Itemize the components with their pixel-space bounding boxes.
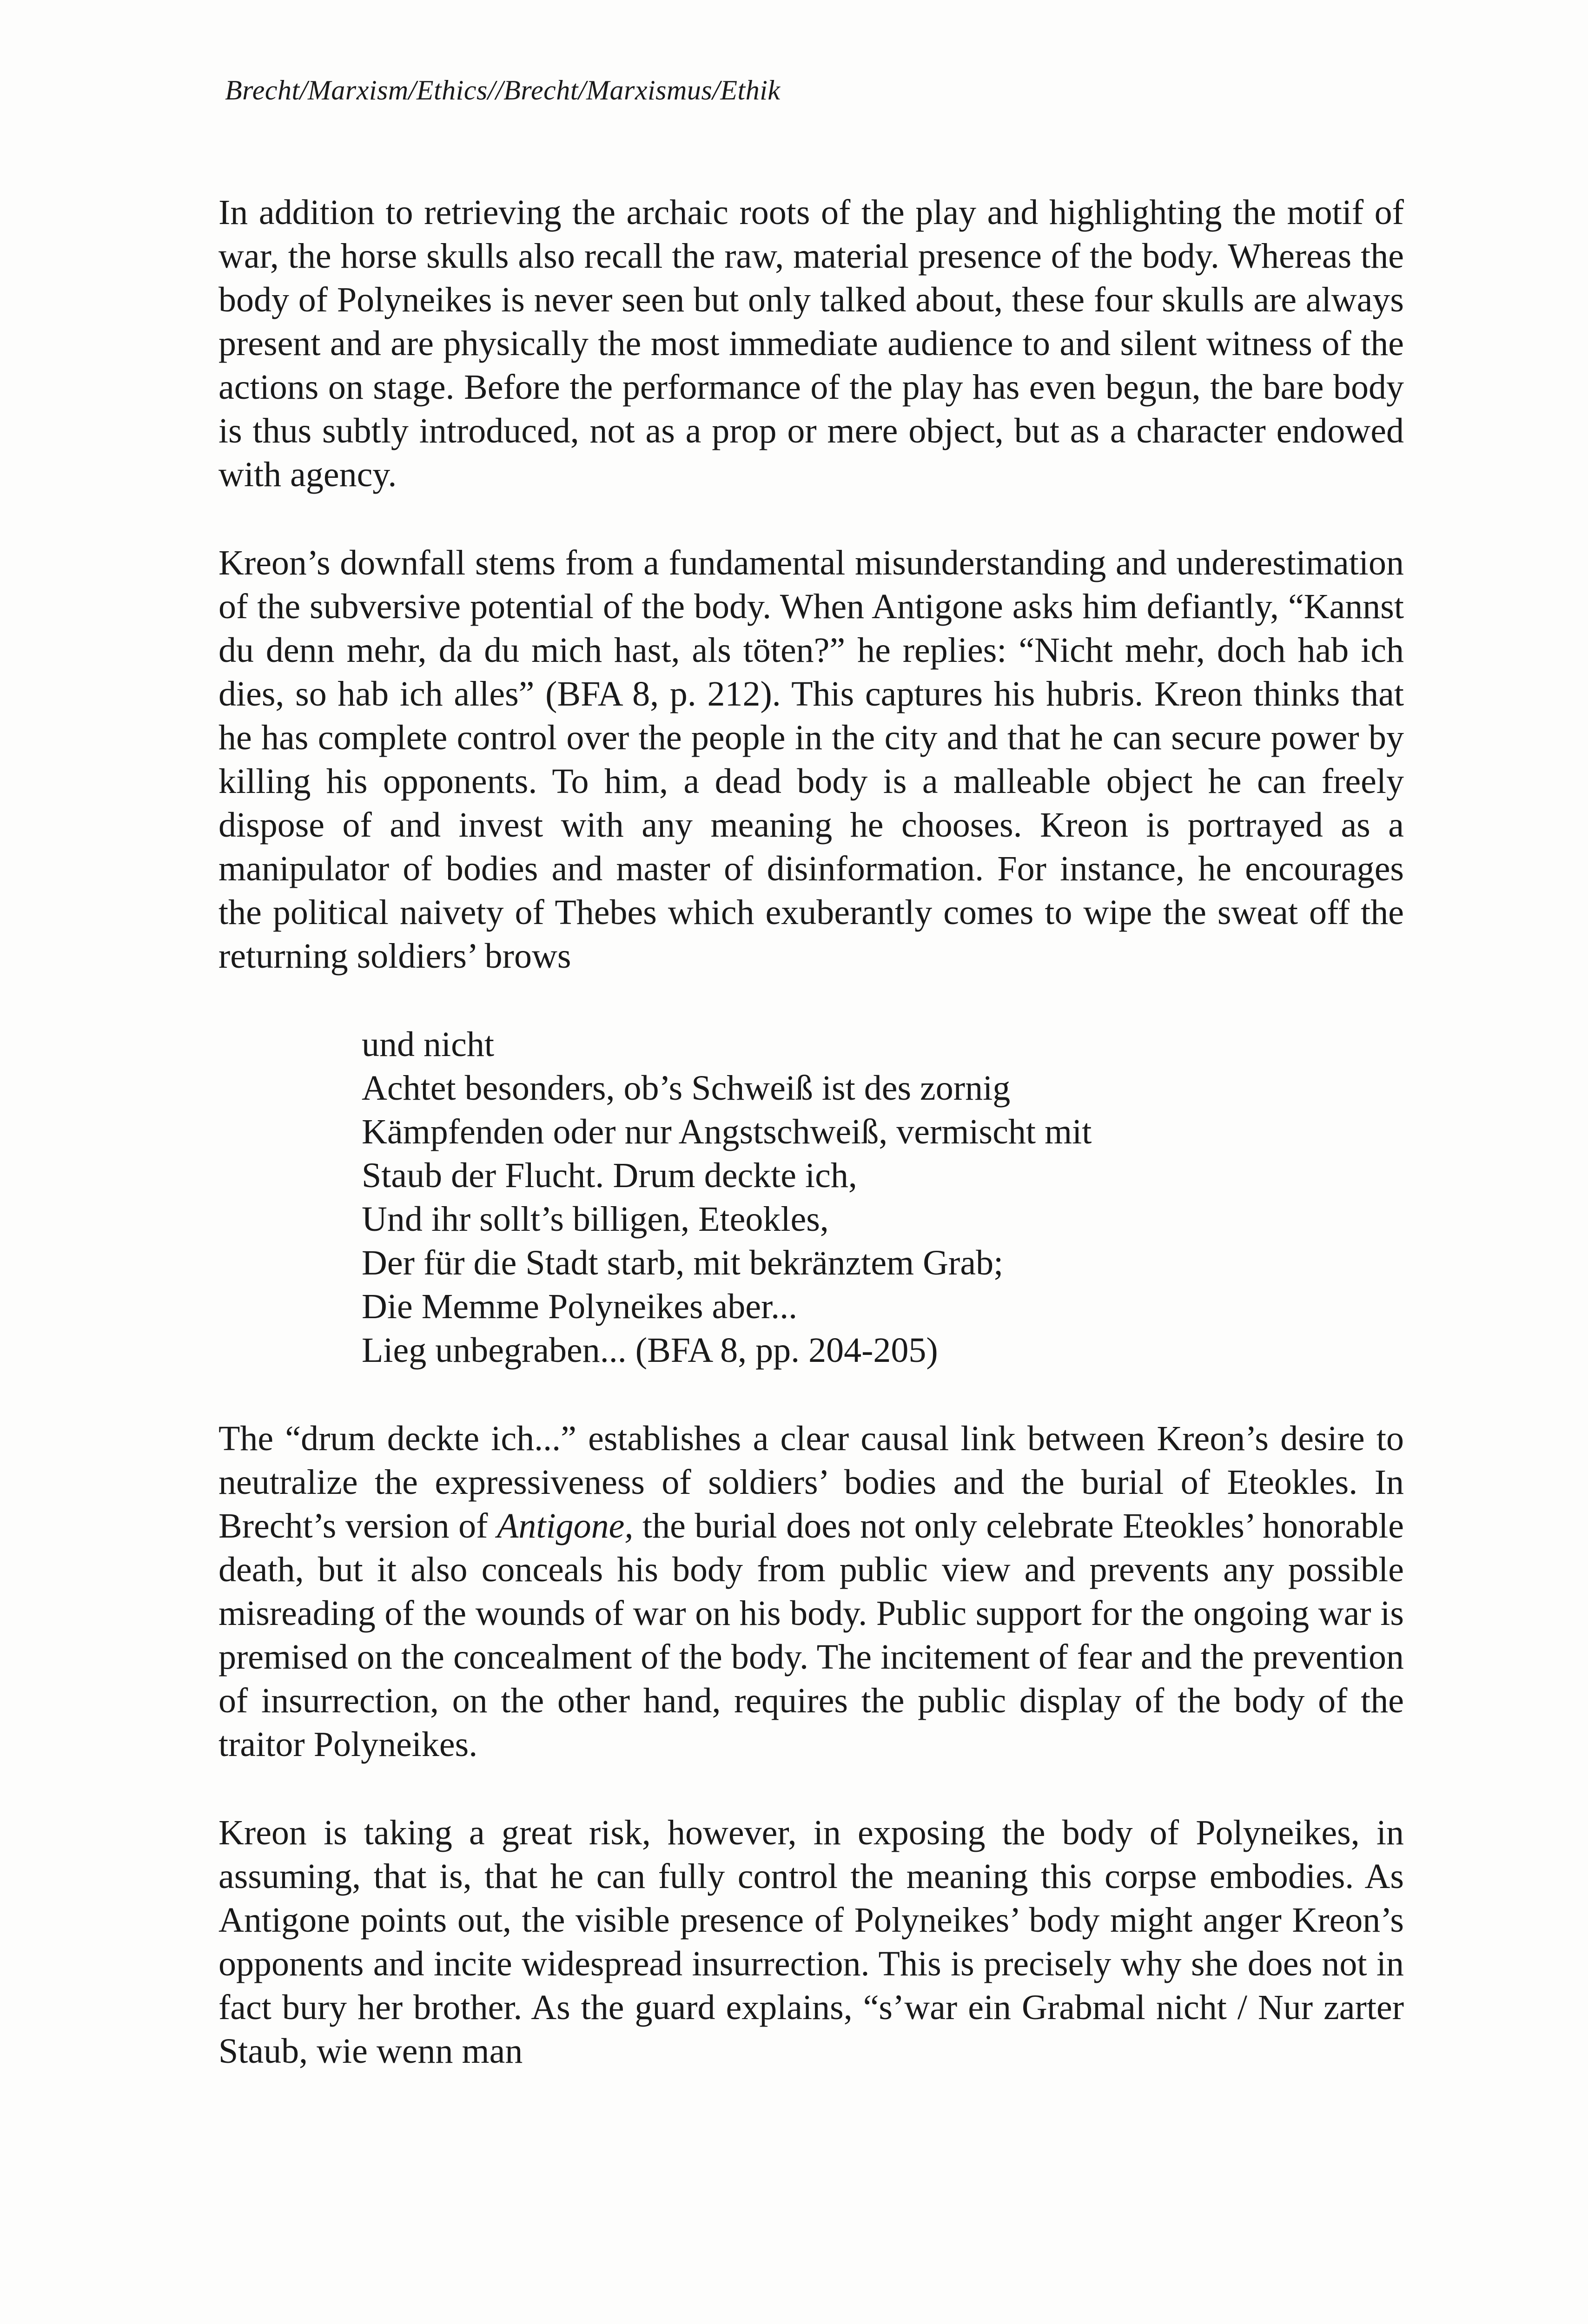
paragraph-horse-skulls: In addition to retrieving the archaic roots of the play and highlighting the motif of war, the horse skulls also recall the raw, material presence of the body. Whereas the body of Polyneikes is never seen but only talked about, these four skulls are always present and are physically the most immediate audience to and silent witness of the actions on stage. Before the performance of the play has even begun, the bare body is thus subtly introduced, not as a prop or mere object, but as a character endowed with agency. bbox=[218, 193, 1404, 494]
verse-line: und nicht bbox=[362, 1025, 494, 1064]
paragraph-kreon-downfall: Kreon’s downfall stems from a fundamental misunderstanding and underestimation of the subversive potential of the body. When Antigone asks him defiantly, “Kannst du denn mehr, da du mich hast, als töten?” he replies: “Nicht mehr, doch hab ich dies, so hab ich alles” (BFA 8, p. 212). This captures his hubris. Kreon thinks that he has complete control over the people in the city and that he can secure power by killing his opponents. To him, a dead body is a malleable object he can freely dispose of and invest with any meaning he chooses. Kreon is portrayed as a manipulator of bodies and master of disinformation. For instance, he encourages the political naivety of Thebes which exuberantly comes to wipe the sweat off the returning soldiers’ brows bbox=[218, 543, 1404, 976]
block-quote-verse bbox=[362, 1023, 1404, 1372]
paragraph-text-segment: the burial does not only celebrate Eteokles’ honorable death, but it also conceals his body from public view and prevents any possible misreading of the wounds of war on his body. Public support for the ongoing war is premised on the concealment of the body. The incitement of fear and the prevention of insurrection, on the other hand, requires the public display of the body of the traitor Polyneikes. bbox=[218, 1506, 1404, 1764]
play-title-antigone: Antigone, bbox=[497, 1506, 634, 1545]
running-header: Brecht/Marxism/Ethics//Brecht/Marxismus/Ethik bbox=[225, 75, 781, 106]
paragraph-kreon-risk: Kreon is taking a great risk, however, in exposing the body of Polyneikes, in assuming, that is, that he can fully control the meaning this corpse embodies. As Antigone points out, the visible presence of Polyneikes’ body might anger Kreon’s opponents and incite widespread insurrection. This is precisely why she does not in fact bury her brother. As the guard explains, “s’war ein Grabmal nicht / Nur zarter Staub, wie wenn man bbox=[218, 1813, 1404, 2071]
verse-line: Staub der Flucht. Drum deckte ich, bbox=[362, 1156, 857, 1195]
paragraph-drum-deckte-ich bbox=[218, 1417, 1404, 1766]
page-body bbox=[218, 191, 1404, 2118]
paragraph-text-segment: The “drum deckte ich...” establishes a clear causal link between Kreon’s desire to neutralize the expressiveness of soldiers’ bodies and the burial of Eteokles. In Brecht’s version of bbox=[218, 1419, 1404, 1545]
verse-line: Der für die Stadt starb, mit bekränztem Grab; bbox=[362, 1243, 1004, 1282]
verse-line: Lieg unbegraben... (BFA 8, pp. 204-205) bbox=[362, 1331, 938, 1370]
verse-line: Die Memme Polyneikes aber... bbox=[362, 1287, 798, 1326]
verse-line: Achtet besonders, ob’s Schweiß ist des zornig bbox=[362, 1069, 1011, 1108]
verse-line: Kämpfenden oder nur Angstschweiß, vermischt mit bbox=[362, 1112, 1092, 1151]
verse-line: Und ihr sollt’s billigen, Eteokles, bbox=[362, 1200, 829, 1239]
